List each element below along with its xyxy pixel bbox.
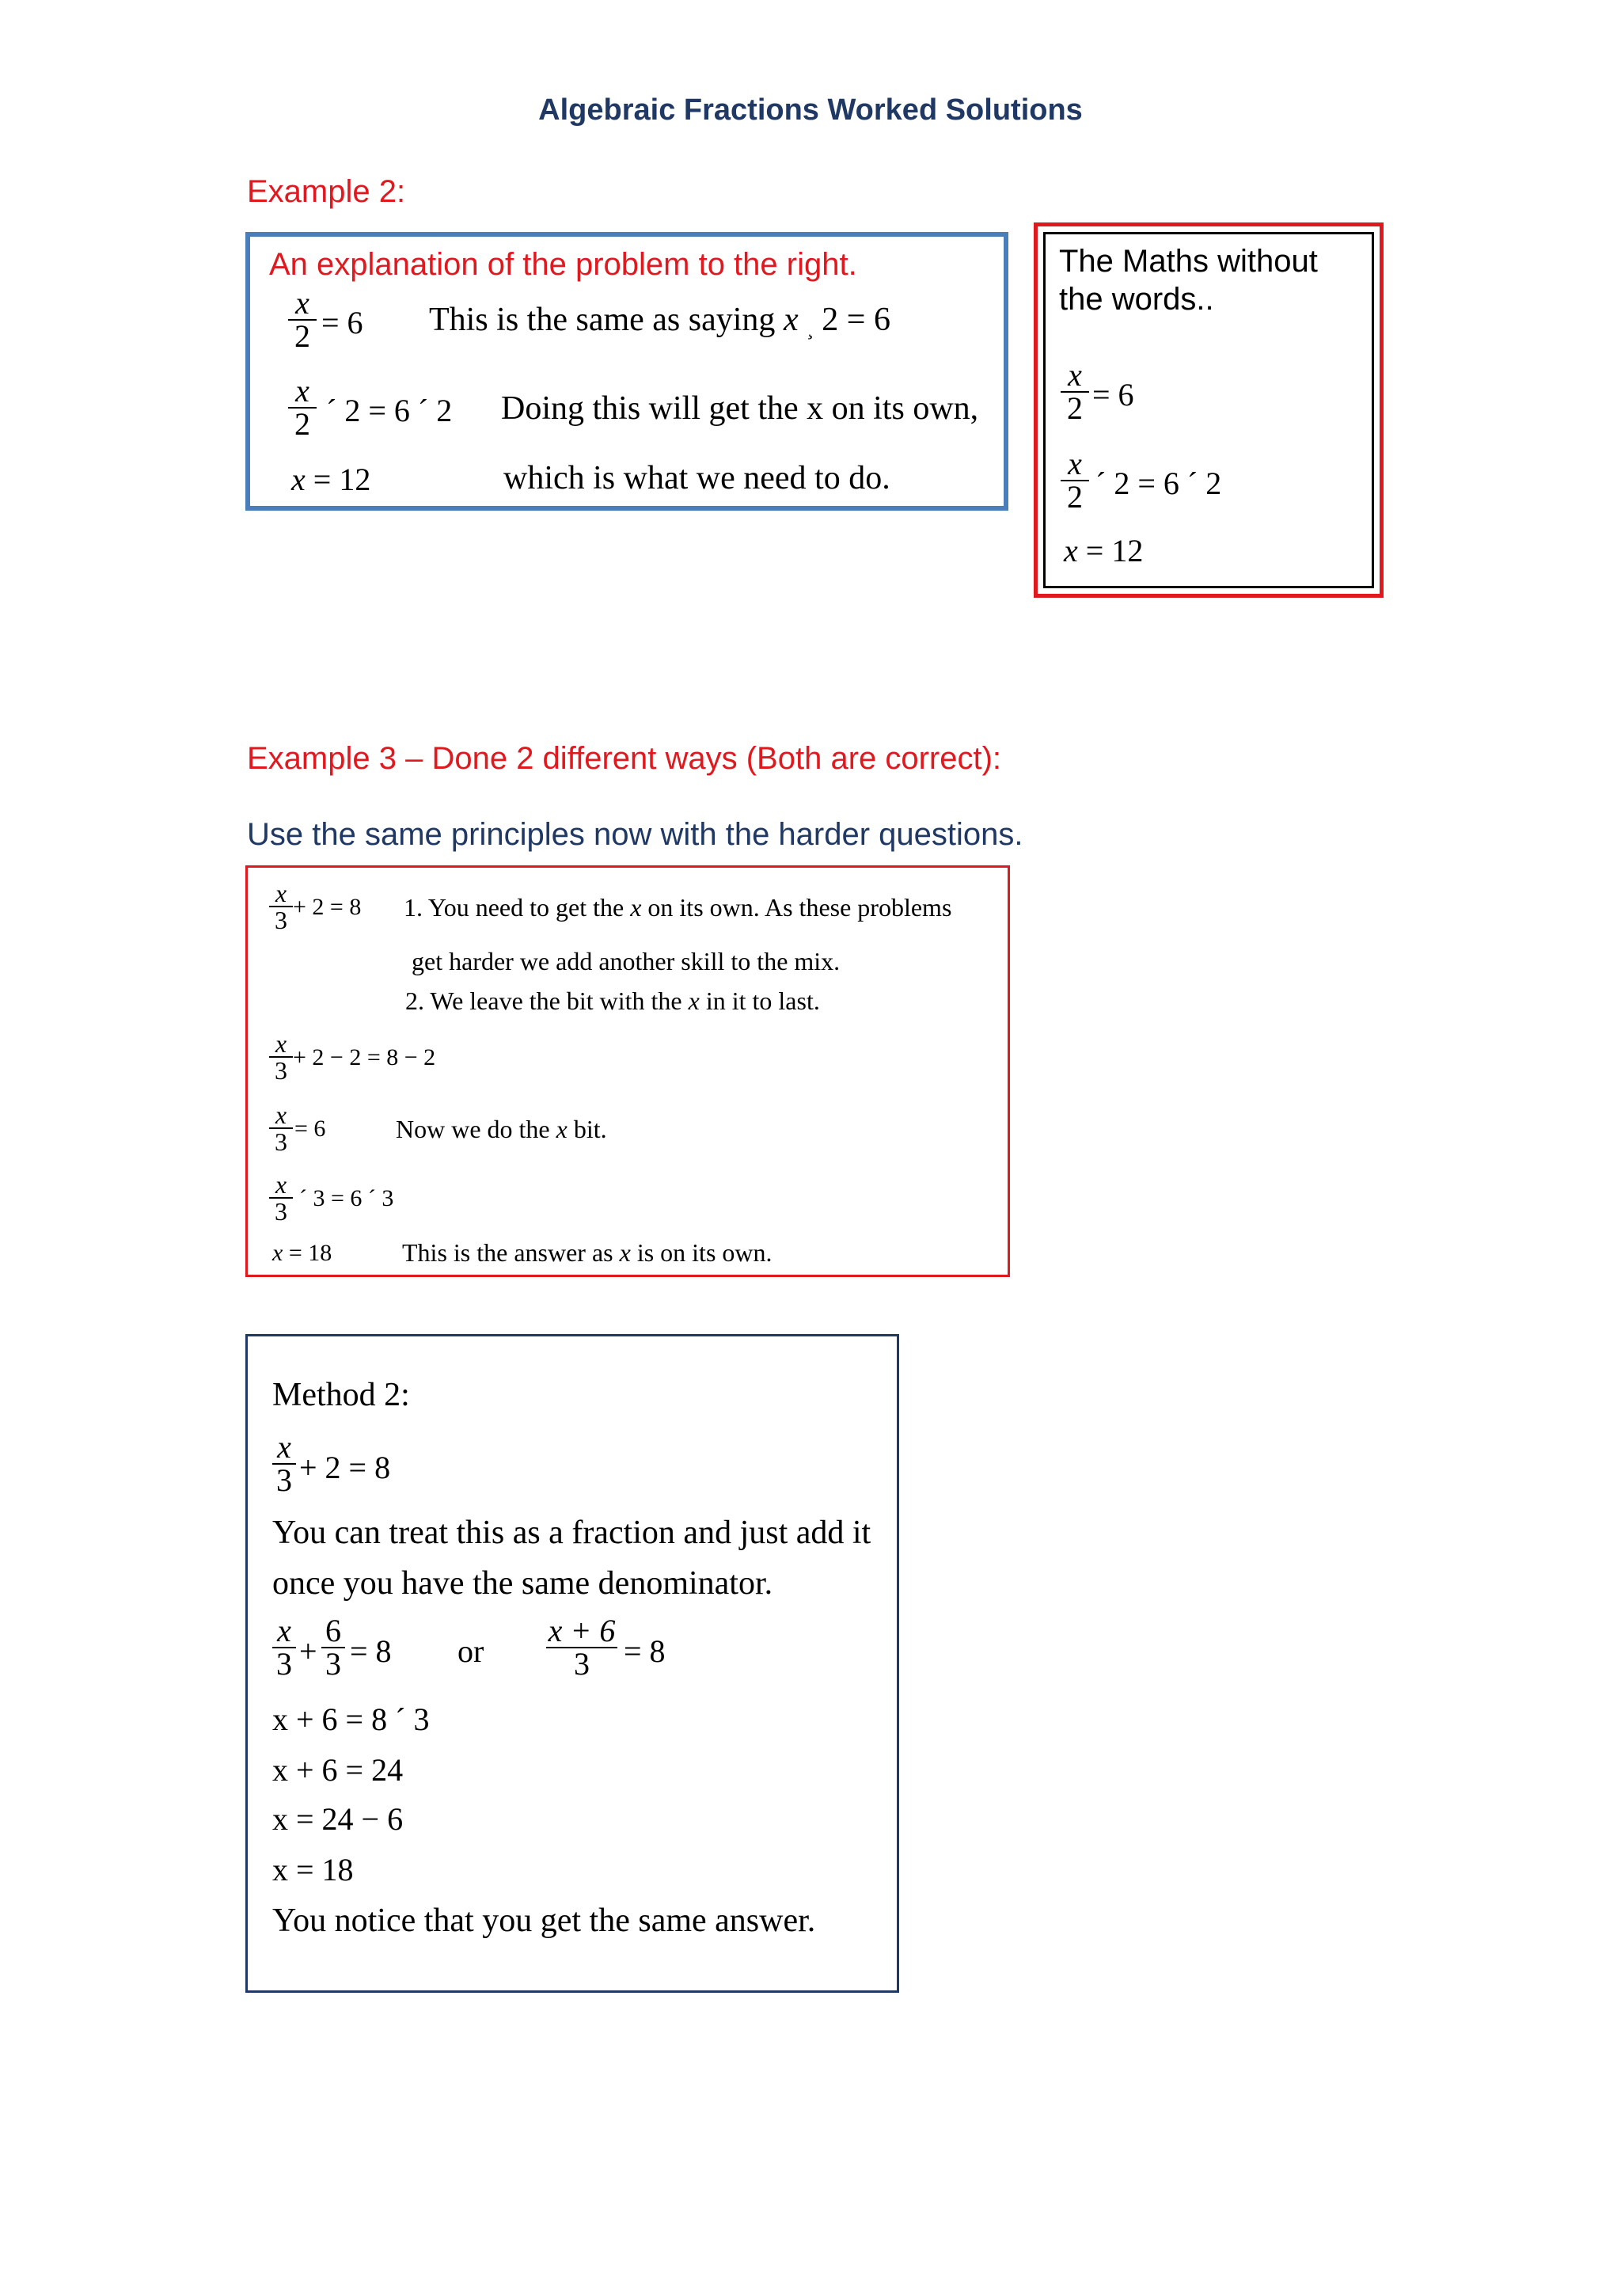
m1-note3: Now we do the x bit. — [396, 1115, 607, 1143]
fraction-x-over-2: x 2 — [288, 375, 317, 440]
m1-note2: 2. We leave the bit with the x in it to last. — [405, 986, 820, 1015]
m1-line5: x = 18 — [272, 1240, 332, 1266]
m1-line2-rhs: + 2 − 2 = 8 − 2 — [293, 1044, 436, 1070]
m1-note1-cont: get harder we add another skill to the mix. — [412, 947, 841, 975]
note-line1: This is the same as saying x ¸ 2 = 6 — [429, 302, 890, 340]
maths-line3: x = 12 — [1064, 533, 1144, 568]
eq-line1-rhs: = 6 — [321, 305, 363, 340]
method-1-box — [245, 865, 1010, 1277]
example-3-heading: Example 3 – Done 2 different ways (Both are correct): — [247, 741, 1002, 776]
fraction-x-over-2: x 2 — [1061, 448, 1089, 513]
fraction-x-over-3: x 3 — [272, 1615, 296, 1680]
fraction-x-plus-6-over-3: x + 6 3 — [546, 1615, 617, 1680]
fraction-x-over-3: x 3 — [269, 1102, 293, 1154]
page-title: Algebraic Fractions Worked Solutions — [538, 93, 1083, 127]
eq-line2-rhs: ´ 2 = 6 ´ 2 — [326, 393, 453, 428]
m2-conclusion: You notice that you get the same answer. — [272, 1903, 816, 1939]
fraction-x-over-2: x 2 — [1061, 359, 1089, 424]
m1-note1: 1. You need to get the x on its own. As these problems — [404, 893, 952, 922]
fraction-x-over-3: x 3 — [272, 1431, 296, 1496]
plus-sign: + — [299, 1633, 317, 1669]
method-2-title: Method 2: — [272, 1377, 410, 1413]
fraction-x-over-3: x 3 — [269, 1031, 293, 1083]
m2-text1: You can treat this as a fraction and just add it — [272, 1515, 871, 1551]
m1-note5: This is the answer as x is on its own. — [402, 1238, 773, 1267]
m2-line3: x + 6 = 8 ´ 3 — [272, 1701, 430, 1737]
note-line2: Doing this will get the x on its own, — [501, 390, 979, 427]
m2-line4: x + 6 = 24 — [272, 1752, 404, 1788]
m1-line1-rhs: + 2 = 8 — [293, 894, 362, 920]
example-2-heading: Example 2: — [247, 174, 406, 209]
m2-line5: x = 24 − 6 — [272, 1801, 404, 1837]
or-text: or — [457, 1633, 484, 1669]
m1-line4-rhs: ´ 3 = 6 ´ 3 — [299, 1185, 394, 1211]
fraction-x-over-2: x 2 — [288, 287, 317, 352]
maths-line1-rhs: = 6 — [1092, 377, 1134, 412]
example-3-subheading: Use the same principles now with the harder questions. — [247, 817, 1023, 852]
explanation-title: An explanation of the problem to the right. — [269, 247, 857, 282]
maths-line2-rhs: ´ 2 = 6 ´ 2 — [1095, 466, 1222, 501]
fraction-x-over-3: x 3 — [269, 1172, 293, 1224]
fraction-6-over-3: 6 3 — [321, 1615, 345, 1680]
m1-line3-rhs: = 6 — [294, 1116, 326, 1142]
m2-eq8-a: = 8 — [350, 1633, 392, 1669]
fraction-x-over-3: x 3 — [269, 880, 293, 933]
note-line3: which is what we need to do. — [503, 460, 890, 496]
maths-box-title: The Maths without the words.. — [1059, 244, 1318, 317]
m2-eq8-b: = 8 — [624, 1633, 666, 1669]
m2-line6: x = 18 — [272, 1852, 354, 1887]
m2-text2: once you have the same denominator. — [272, 1565, 773, 1602]
m2-line1-rhs: + 2 = 8 — [299, 1450, 391, 1485]
eq-line3: x = 12 — [291, 462, 371, 497]
